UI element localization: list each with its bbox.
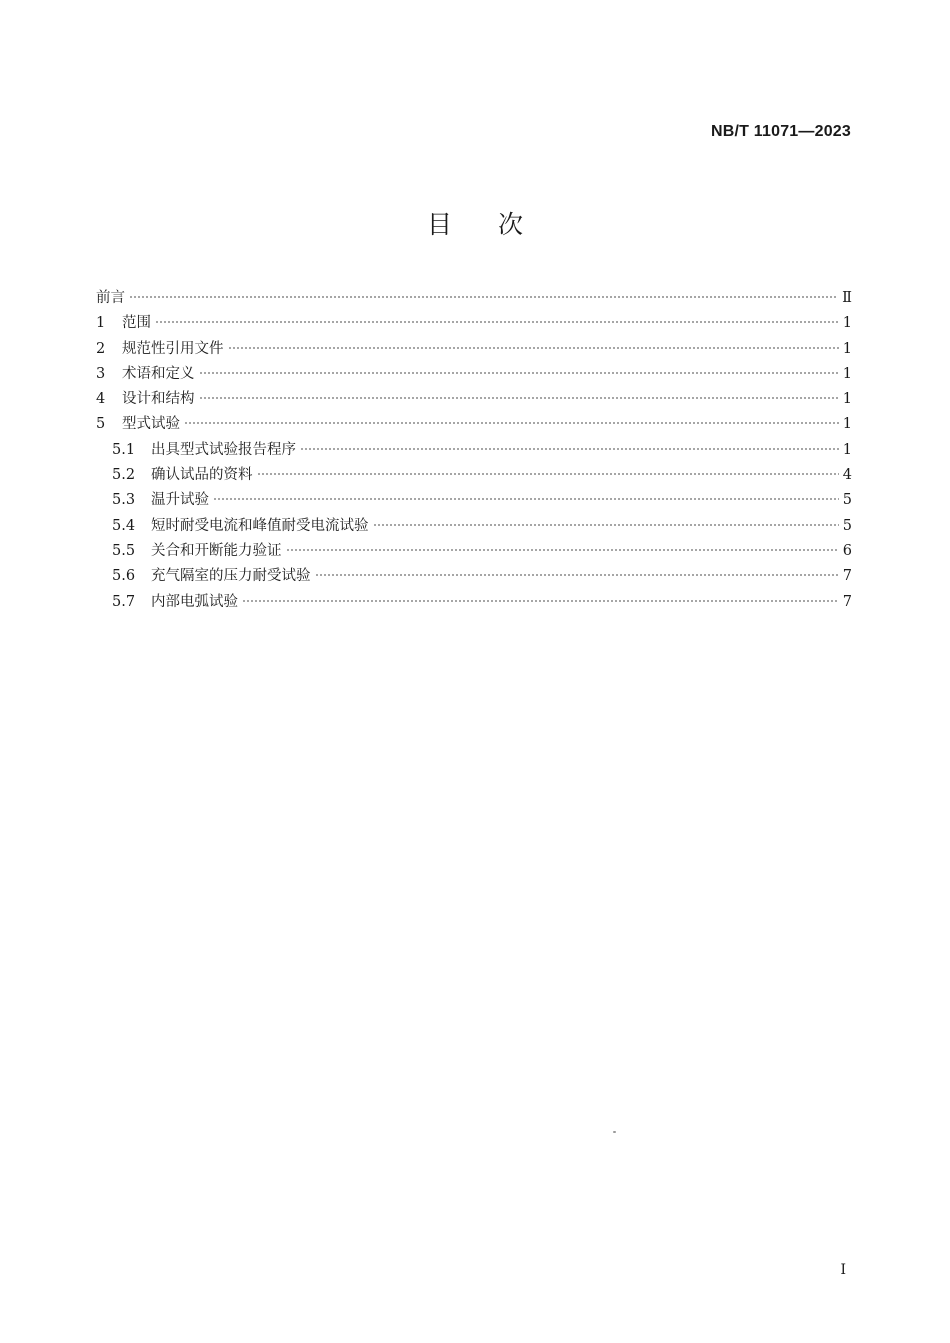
- toc-leader-dots: [300, 448, 839, 450]
- toc-entry-number: 2: [96, 340, 106, 357]
- toc-entry-page: Ⅱ: [842, 290, 852, 306]
- toc-entry-text: 术语和定义: [122, 365, 195, 382]
- toc-entry-number: 5.6: [112, 568, 136, 585]
- toc-leader-dots: [373, 524, 839, 526]
- toc-entry-page: 1: [842, 416, 852, 433]
- toc-entry-number: 3: [96, 365, 106, 382]
- toc-entry-number: 4: [96, 391, 106, 408]
- toc-entry-5-6[interactable]: [96, 564, 852, 589]
- toc-entry-text: 温升试验: [151, 492, 209, 509]
- toc-entry-page: 1: [842, 441, 852, 458]
- toc-entry-2[interactable]: [96, 337, 852, 362]
- toc-entry-page: 7: [842, 593, 852, 610]
- toc-entry-1[interactable]: [96, 311, 852, 336]
- toc-entry-page: 4: [842, 467, 852, 484]
- toc-entry-text: 型式试验: [122, 416, 180, 433]
- toc-entry-5-3[interactable]: [96, 488, 852, 513]
- toc-entry-text: 确认试品的资料: [151, 467, 253, 484]
- toc-leader-dots: [213, 498, 839, 500]
- toc-leader-dots: [315, 574, 839, 576]
- toc-leader-dots: [257, 473, 839, 475]
- toc-leader-dots: [184, 422, 839, 424]
- scan-speck: [613, 1131, 616, 1133]
- toc-leader-dots: [199, 372, 839, 374]
- toc-entry-5-4[interactable]: [96, 514, 852, 539]
- toc-entry-text: 内部电弧试验: [151, 593, 238, 610]
- toc-entry-page: 1: [842, 391, 852, 408]
- toc-leader-dots: [228, 347, 839, 349]
- toc-entry-foreword[interactable]: [96, 286, 852, 311]
- toc-entry-number: 5.5: [112, 542, 136, 559]
- toc-entry-page: 5: [842, 492, 852, 509]
- toc-entry-text: 短时耐受电流和峰值耐受电流试验: [151, 517, 369, 534]
- toc-entry-number: 5: [96, 416, 106, 433]
- toc-entry-text: 关合和开断能力验证: [151, 542, 282, 559]
- toc-entry-number: 5.3: [112, 492, 136, 509]
- toc-leader-dots: [129, 296, 838, 298]
- toc-entry-page: 5: [842, 517, 852, 534]
- toc-entry-number: 5.7: [112, 593, 136, 610]
- toc-entry-number: 5.2: [112, 467, 136, 484]
- toc-entry-text: 充气隔室的压力耐受试验: [151, 568, 311, 585]
- toc-entry-page: 1: [842, 315, 852, 332]
- toc-entry-5-5[interactable]: [96, 539, 852, 564]
- toc-entry-5[interactable]: [96, 412, 852, 437]
- toc-leader-dots: [199, 397, 839, 399]
- toc-entry-text: 设计和结构: [122, 391, 195, 408]
- toc-entry-5-1[interactable]: [96, 438, 852, 463]
- toc-entry-number: 5.1: [112, 441, 136, 458]
- standard-code: NB/T 11071—2023: [711, 123, 851, 140]
- toc-leader-dots: [155, 321, 839, 323]
- toc-entry-page: 7: [842, 568, 852, 585]
- toc-entry-3[interactable]: [96, 362, 852, 387]
- toc-entry-4[interactable]: [96, 387, 852, 412]
- toc-entry-page: 1: [842, 365, 852, 382]
- toc-entry-text: 范围: [122, 315, 151, 332]
- toc-entry-5-2[interactable]: [96, 463, 852, 488]
- toc-entry-text: 前言: [96, 290, 125, 306]
- toc-entry-number: 5.4: [112, 517, 136, 534]
- toc-entry-number: 1: [96, 315, 106, 332]
- toc-entry-text: 规范性引用文件: [122, 340, 224, 357]
- toc-entry-page: 6: [842, 542, 852, 559]
- toc-entry-text: 出具型式试验报告程序: [151, 441, 296, 458]
- page-title: 目次: [426, 210, 569, 239]
- toc-entry-5-7[interactable]: [96, 590, 852, 615]
- toc-leader-dots: [242, 600, 839, 602]
- toc-leader-dots: [286, 549, 839, 551]
- page-number: I: [840, 1262, 846, 1278]
- table-of-contents: [96, 286, 852, 615]
- toc-entry-page: 1: [842, 340, 852, 357]
